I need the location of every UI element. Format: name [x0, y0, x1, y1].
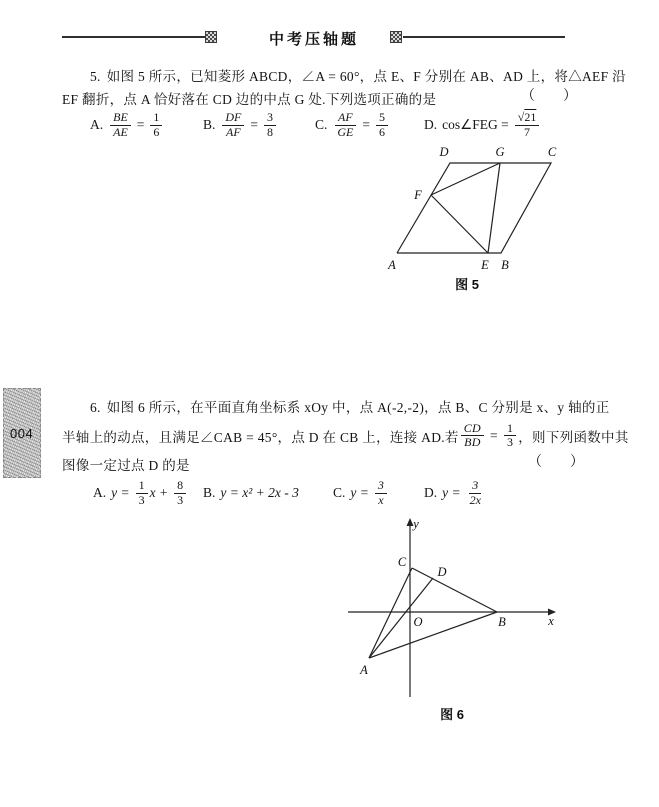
- question5-options-row: [0, 109, 659, 141]
- figure5-rhombus-diagram: [380, 143, 605, 275]
- page-title: 中考压轴题: [269, 31, 360, 48]
- option-label: C.: [333, 485, 346, 500]
- option-label: B.: [203, 117, 216, 132]
- vertex-label-A: A: [388, 258, 396, 272]
- header-ornament-icon: [205, 31, 217, 43]
- cosine-expression: cos∠FEG =: [442, 117, 509, 132]
- question6-option-d: D. y = $\frac{3}{2x}$: [424, 477, 486, 509]
- fraction: $\frac{AF}{GE}$: [334, 111, 356, 138]
- segment-CB: [412, 568, 497, 612]
- question5-number: 5.: [90, 69, 101, 84]
- question5-option-c: C. $\frac{AF}{GE}$ = $\frac{5}{6}$: [315, 109, 390, 141]
- vertex-label-E: E: [481, 258, 489, 272]
- axis-label-x: x: [548, 614, 554, 628]
- point-label-D: D: [437, 565, 447, 579]
- question6-stem-line3: 图像一定过点 D 的是: [62, 458, 190, 473]
- fraction: $\frac{3}{8}$: [264, 111, 276, 138]
- point-label-A: A: [360, 663, 368, 677]
- question6-option-c: C. y = $\frac{3}{x}$: [333, 477, 389, 509]
- point-label-B: B: [498, 615, 506, 629]
- fold-segment-FE: [431, 195, 488, 253]
- question6-options-row: [0, 477, 659, 509]
- fold-segment-FG: [431, 163, 500, 195]
- question5-stem-line2: EF 翻折，点 A 恰好落在 CD 边的中点 G 处.下列选项正确的是: [62, 92, 437, 107]
- page-number: 004: [10, 425, 34, 441]
- fraction: $\frac{3}{2x}$: [469, 478, 481, 507]
- option-label: A.: [90, 117, 104, 132]
- figure5-svg: [380, 143, 605, 275]
- question5-stem-line1: 5. 如图 5 所示，已知菱形 ABCD，∠A = 60°，点 E、F 分别在 AB、AD 上，将△AEF 沿: [90, 69, 626, 84]
- question6-option-a: A. y = $\frac{1}{3}$ x + $\frac{8}{3}$: [93, 477, 188, 509]
- fraction: $\frac{8}{3}$: [174, 479, 186, 506]
- figure5-caption: 图 5: [455, 277, 479, 292]
- vertex-label-B: B: [501, 258, 509, 272]
- question6-stem-line1: 6. 如图 6 所示，在平面直角坐标系 xOy 中，点 A(-2,-2)，点 B、C 分别是 x、y 轴的正: [90, 400, 610, 415]
- question5-answer-bracket: （ ）: [521, 89, 577, 104]
- header-rule-right: [403, 36, 565, 38]
- question5-option-b: B. $\frac{DF}{AF}$ = $\frac{3}{8}$: [203, 109, 278, 141]
- radical-sign: √: [517, 110, 525, 125]
- figure6-caption: 图 6: [440, 707, 464, 722]
- question6-option-b: [203, 477, 299, 509]
- origin-label: O: [413, 615, 423, 629]
- fraction: $\frac{5}{6}$: [376, 111, 388, 138]
- fraction: $\frac{1}{6}$: [150, 111, 162, 138]
- vertex-label-F: F: [414, 188, 422, 202]
- fraction: $\frac{CD}{BD}$: [461, 422, 484, 449]
- vertex-label-D: D: [439, 145, 449, 159]
- fraction: $\frac{3}{x}$: [375, 479, 387, 506]
- option-label: A.: [93, 485, 107, 500]
- fraction-radical: $\frac{√21}{7}$: [515, 111, 540, 138]
- page-number-tab: [3, 388, 41, 478]
- question6-number: 6.: [90, 400, 101, 415]
- header-ornament-icon: [390, 31, 402, 43]
- question6-answer-bracket: （ ）: [528, 455, 584, 470]
- fraction: $\frac{BE}{AE}$: [110, 111, 131, 138]
- option-label: D.: [424, 485, 438, 500]
- option-label: C.: [315, 117, 328, 132]
- figure6-coordinate-diagram: [345, 516, 560, 708]
- question5-option-a: A. $\frac{BE}{AE}$ = $\frac{1}{6}$: [90, 109, 164, 141]
- fold-segment-EG: [488, 163, 500, 253]
- question5-option-d: [424, 109, 541, 141]
- option-label: B.: [203, 485, 216, 500]
- fraction: $\frac{1}{3}$: [504, 422, 516, 449]
- header-rule-left: [62, 36, 205, 38]
- axis-label-y: y: [413, 517, 419, 531]
- fraction: $\frac{DF}{AF}$: [222, 111, 244, 138]
- quadratic-expression: y = x² + 2x - 3: [220, 485, 299, 500]
- fraction: $\frac{1}{3}$: [136, 479, 148, 506]
- option-label: D.: [424, 117, 438, 132]
- figure6-svg: [345, 516, 560, 708]
- vertex-label-C: C: [547, 145, 557, 159]
- vertex-label-G: G: [495, 145, 505, 159]
- question6-stem-line2: 半轴上的动点，且满足∠CAB = 45°，点 D 在 CB 上，连接 AD.若 $\frac{CD}{BD}$ = $\frac{1}{3}$ ，则下列函数中其: [62, 420, 629, 449]
- point-label-C: C: [397, 555, 407, 569]
